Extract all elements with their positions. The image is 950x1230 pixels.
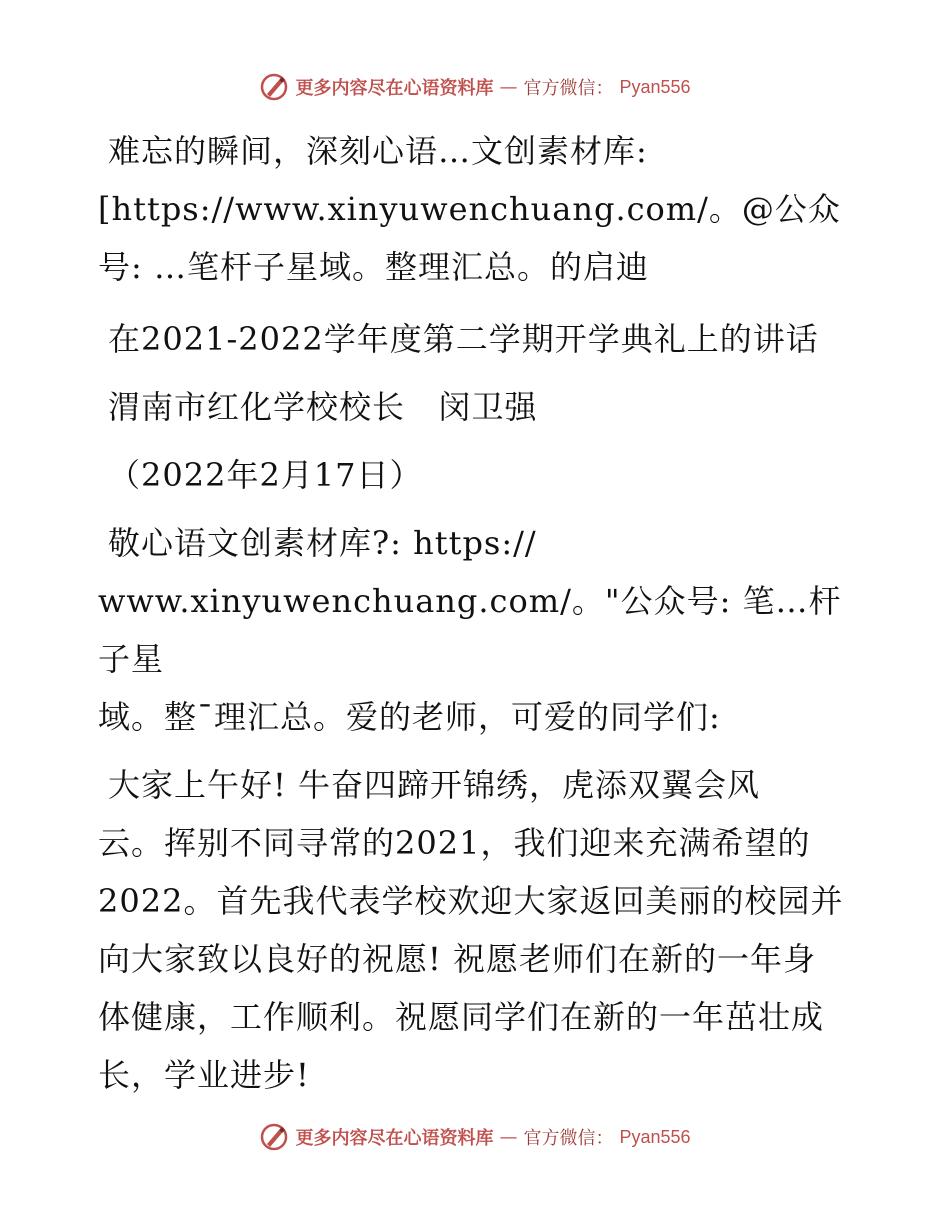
watermark-label: 官方微信： (523, 78, 614, 99)
body-line-6: 长，学业进步! (98, 1056, 310, 1094)
watermark-title: 更多内容尽在心语资料库 (295, 1128, 494, 1149)
body-line-5: 体健康，工作顺利。祝愿同学们在新的一年茁壮成 (98, 998, 825, 1036)
body-line-3: 2022。首先我代表学校欢迎大家返回美丽的校园并 (98, 882, 844, 920)
watermark-id: Pyan556 (619, 1126, 691, 1147)
greeting-line-1: 敬心语文创素材库?: https:// (108, 524, 537, 562)
watermark-label: 官方微信： (523, 1128, 614, 1149)
greeting-line-2: www.xinyuwenchuang.com/。"公众号: 笔…杆子星 (98, 582, 842, 678)
watermark-id: Pyan556 (619, 76, 691, 97)
body-line-4: 向大家致以良好的祝愿! 祝愿老师们在新的一年身 (98, 940, 817, 978)
watermark-separator: — (499, 76, 518, 98)
intro-line-1: 难忘的瞬间，深刻心语…文创素材库: (108, 132, 648, 170)
document-body (98, 122, 858, 1104)
pen-logo-icon (259, 72, 289, 102)
greeting-line-3: 域。整¯理汇总。爱的老师，可爱的同学们: (98, 698, 721, 736)
body-line-1: 大家上午好! 牛奋四蹄开锦绣，虎添双翼会风 (108, 766, 761, 804)
speech-date: （2022年2月17日） (108, 456, 423, 494)
body-line-2: 云。挥别不同寻常的2021，我们迎来充满希望的 (98, 824, 811, 862)
pen-logo-icon (259, 1122, 289, 1152)
speech-speaker: 渭南市红化学校校长 闵卫强 (108, 388, 538, 426)
watermark-separator: — (499, 1126, 518, 1148)
footer-watermark (0, 1122, 950, 1152)
intro-line-2: [https://www.xinyuwenchuang.com/。@公众 (98, 190, 841, 228)
intro-line-3: 号: …笔杆子星域。整理汇总。的启迪 (98, 248, 649, 286)
speech-title: 在2021-2022学年度第二学期开学典礼上的讲话 (108, 320, 819, 358)
header-watermark (0, 72, 950, 102)
watermark-title: 更多内容尽在心语资料库 (295, 78, 494, 99)
